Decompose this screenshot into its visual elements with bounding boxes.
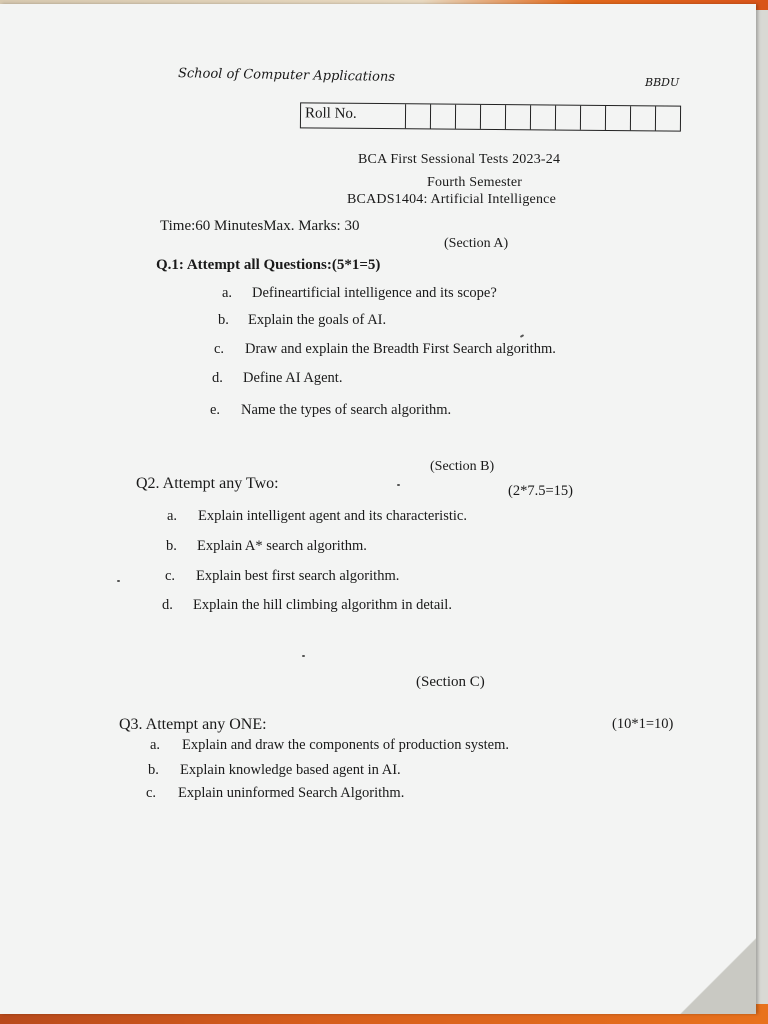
item-text: Define AI Agent. <box>243 370 343 386</box>
semester: Fourth Semester <box>427 175 523 190</box>
university-code: BBDU <box>645 76 680 89</box>
list-item <box>148 762 401 779</box>
question-2-heading: Q2. Attempt any Two: <box>136 475 279 492</box>
roll-cell[interactable] <box>406 104 431 128</box>
item-text: Explain the goals of AI. <box>248 312 387 328</box>
item-letter: e. <box>210 402 221 418</box>
list-item <box>218 312 386 329</box>
roll-cell[interactable] <box>556 106 581 130</box>
section-b-label: (Section B) <box>430 459 495 474</box>
section-a-label: (Section A) <box>444 236 509 251</box>
roll-number-label: Roll No. <box>301 103 406 128</box>
item-text: Explain best first search algorithm. <box>196 568 400 584</box>
item-text: Name the types of search algorithm. <box>241 402 452 418</box>
list-item <box>165 568 399 585</box>
exam-title: BCA First Sessional Tests 2023-24 <box>358 152 561 167</box>
list-item <box>146 785 404 802</box>
roll-cell[interactable] <box>581 106 606 130</box>
roll-cell[interactable] <box>506 105 531 129</box>
item-text: Explain and draw the components of production system. <box>182 737 509 753</box>
time-and-marks: Time:60 MinutesMax. Marks: 30 <box>160 218 360 234</box>
roll-cell[interactable] <box>631 106 656 130</box>
school-name: School of Computer Applications <box>177 66 396 85</box>
roll-cell[interactable] <box>456 105 481 129</box>
list-item <box>212 370 342 387</box>
item-text: Explain uninformed Search Algorithm. <box>178 785 405 801</box>
item-letter: a. <box>150 737 161 753</box>
question-1-heading: Q.1: Attempt all Questions:(5*1=5) <box>156 257 381 273</box>
list-item <box>150 737 509 754</box>
paper-torn-corner <box>666 934 756 1014</box>
question-2-marks: (2*7.5=15) <box>508 483 573 499</box>
scan-speck <box>117 580 120 582</box>
item-letter: b. <box>148 762 159 778</box>
list-item <box>210 402 451 419</box>
list-item <box>166 538 367 555</box>
course-title: BCADS1404: Artificial Intelligence <box>347 192 556 207</box>
roll-cell[interactable] <box>606 106 631 130</box>
item-text: Explain A* search algorithm. <box>197 538 367 554</box>
roll-number-box <box>300 102 681 131</box>
list-item <box>214 341 556 358</box>
roll-cell[interactable] <box>431 104 456 128</box>
item-text: Defineartificial intelligence and its scope? <box>252 285 497 301</box>
list-item <box>222 285 497 302</box>
roll-cell[interactable] <box>481 105 506 129</box>
list-item <box>162 597 452 614</box>
item-letter: b. <box>218 312 229 328</box>
item-text: Explain knowledge based agent in AI. <box>180 762 401 778</box>
item-letter: c. <box>214 341 225 357</box>
item-letter: b. <box>166 538 177 554</box>
question-3-heading: Q3. Attempt any ONE: <box>119 716 267 733</box>
item-text: Draw and explain the Breadth First Search algorithm. <box>245 341 556 357</box>
item-letter: d. <box>162 597 173 613</box>
item-letter: a. <box>167 508 178 524</box>
scan-speck <box>397 484 400 486</box>
roll-cell[interactable] <box>656 106 680 130</box>
scan-speck <box>302 655 305 657</box>
item-text: Explain the hill climbing algorithm in detail. <box>193 597 452 613</box>
section-c-label: (Section C) <box>416 674 485 690</box>
item-letter: c. <box>146 785 157 801</box>
item-text: Explain intelligent agent and its characteristic. <box>198 508 467 524</box>
item-letter: a. <box>222 285 233 301</box>
roll-cell[interactable] <box>531 105 556 129</box>
list-item <box>167 508 467 525</box>
question-3-marks: (10*1=10) <box>612 716 674 732</box>
item-letter: c. <box>165 568 176 584</box>
item-letter: d. <box>212 370 223 386</box>
